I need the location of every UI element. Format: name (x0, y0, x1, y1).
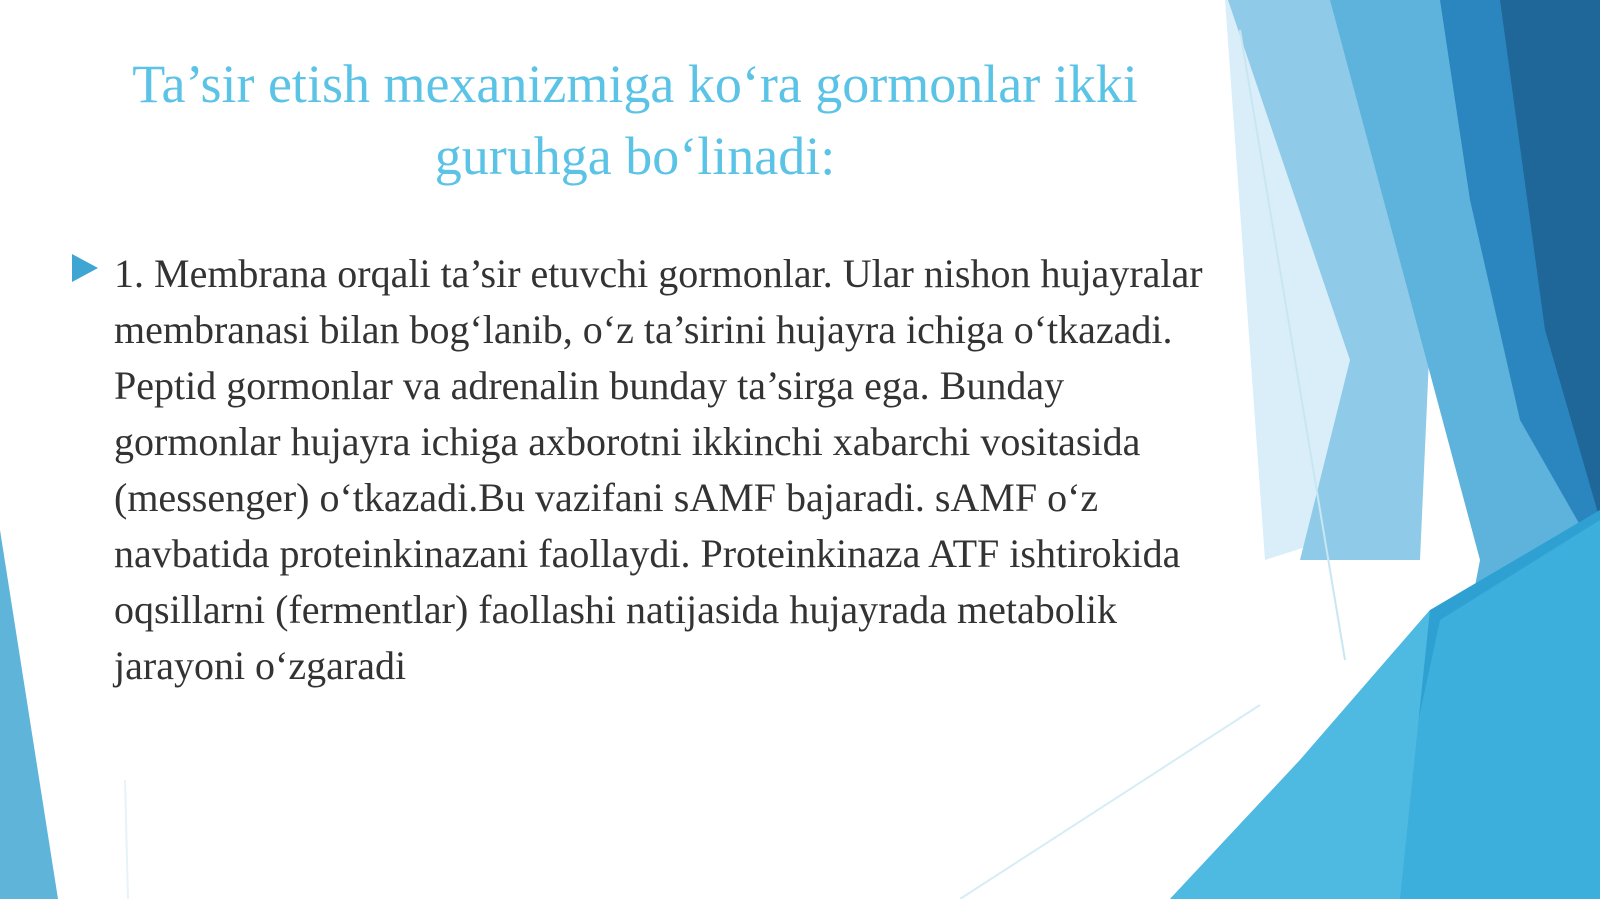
left-edge-shape (0, 530, 58, 899)
triangle-bullet-icon (72, 254, 98, 282)
list-item (72, 246, 1212, 694)
decor-line-3 (125, 780, 128, 899)
slide-title: Ta’sir etish mexanizmiga ko‘ra gormonlar ikki guruhga bo‘linadi: (132, 54, 1138, 186)
bullet-list (72, 246, 1212, 694)
bullet-text: 1. Membrana orqali ta’sir etuvchi gormonlar. Ular nishon hujayralar membranasi bilan bog‘lanib, o‘z ta’sirini hujayra ichiga o‘tkazadi. Peptid gormonlar va adrenalin bunday ta’sirga ega. Bunday gormonlar hujayra ichiga axborotni ikkinchi xabarchi vositasida (messenger) o‘tkazadi.Bu vazifani sAMF bajaradi. sAMF o‘z navbatida proteinkinazani faollaydi. Proteinkinaza ATF ishtirokida oqsillarni (fermentlar) faollashi natijasida hujayrada metabolik jarayoni o‘zgaradi (114, 251, 1203, 688)
